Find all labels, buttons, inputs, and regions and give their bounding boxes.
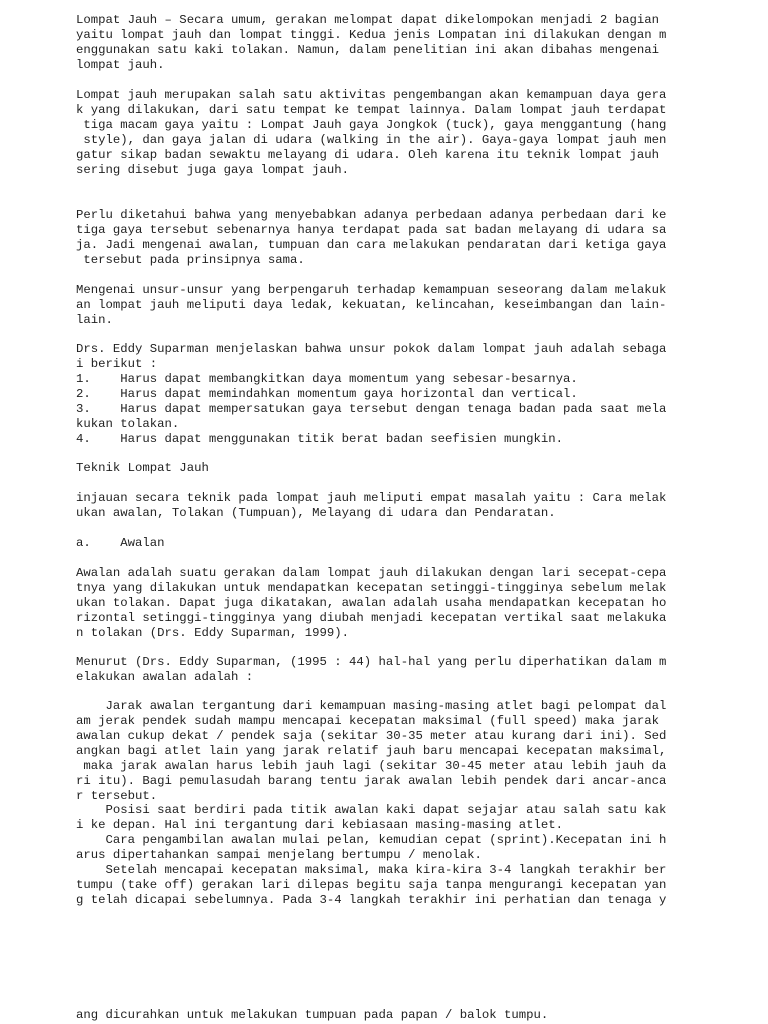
text-line: ja. Jadi mengenai awalan, tumpuan dan cara melakukan pendaratan dari ketiga gaya — [76, 238, 667, 252]
text-line: Drs. Eddy Suparman menjelaskan bahwa unsur pokok dalam lompat jauh adalah sebaga — [76, 342, 667, 356]
text-line: Posisi saat berdiri pada titik awalan kaki dapat sejajar atau salah satu kak — [76, 803, 667, 817]
text-line: lain. — [76, 313, 113, 327]
text-line: am jerak pendek sudah mampu mencapai kecepatan maksimal (full speed) maka jarak — [76, 714, 659, 728]
text-line: elakukan awalan adalah : — [76, 670, 254, 684]
text-line: tumpu (take off) gerakan lari dilepas begitu saja tanpa mengurangi kecepatan yan — [76, 878, 667, 892]
text-line: angkan bagi atlet lain yang jarak relatif jauh baru mencapai kecepatan maksimal, — [76, 744, 667, 758]
text-line: style), dan gaya jalan di udara (walking in the air). Gaya-gaya lompat jauh men — [76, 133, 667, 147]
text-line: Mengenai unsur-unsur yang berpengaruh terhadap kemampuan seseorang dalam melakuk — [76, 283, 667, 297]
text-line: ukan awalan, Tolakan (Tumpuan), Melayang di udara dan Pendaratan. — [76, 506, 556, 520]
subsection-heading: a. Awalan — [76, 536, 165, 550]
text-line: lompat jauh. — [76, 58, 165, 72]
text-line: tersebut pada prinsipnya sama. — [76, 253, 305, 267]
text-line: maka jarak awalan harus lebih jauh lagi (sekitar 30-45 meter atau lebih jauh da — [76, 759, 667, 773]
text-line: r tersebut. — [76, 789, 158, 803]
text-line: i berikut : — [76, 357, 158, 371]
list-item: 4. Harus dapat menggunakan titik berat badan seefisien mungkin. — [76, 432, 564, 446]
text-line: Lompat jauh merupakan salah satu aktivitas pengembangan akan kemampuan daya gera — [76, 88, 667, 102]
text-line: tnya yang dilakukan untuk mendapatkan kecepatan setinggi-tingginya sebelum melak — [76, 581, 667, 595]
text-line: Cara pengambilan awalan mulai pelan, kemudian cepat (sprint).Kecepatan ini h — [76, 833, 667, 847]
text-line: arus dipertahankan sampai menjelang bertumpu / menolak. — [76, 848, 482, 862]
text-line: Jarak awalan tergantung dari kemampuan masing-masing atlet bagi pelompat dal — [76, 699, 667, 713]
text-line: rizontal setinggi-tingginya yang diubah menjadi kecepatan vertikal saat melakuka — [76, 611, 667, 625]
text-line: n tolakan (Drs. Eddy Suparman, 1999). — [76, 626, 350, 640]
text-line: Lompat Jauh – Secara umum, gerakan melompat dapat dikelompokan menjadi 2 bagian — [76, 13, 659, 27]
list-item: 3. Harus dapat mempersatukan gaya tersebut dengan tenaga badan pada saat mela — [76, 402, 667, 416]
text-line: kukan tolakan. — [76, 417, 180, 431]
text-line: tiga gaya tersebut sebenarnya hanya terdapat pada sat badan melayang di udara sa — [76, 223, 667, 237]
text-line: yaitu lompat jauh dan lompat tinggi. Kedua jenis Lompatan ini dilakukan dengan m — [76, 28, 667, 42]
text-line: gatur sikap badan sewaktu melayang di udara. Oleh karena itu teknik lompat jauh — [76, 148, 659, 162]
text-line: an lompat jauh meliputi daya ledak, kekuatan, kelincahan, keseimbangan dan lain- — [76, 298, 667, 312]
text-line: sering disebut juga gaya lompat jauh. — [76, 163, 350, 177]
text-line: g telah dicapai sebelumnya. Pada 3-4 langkah terakhir ini perhatian dan tenaga y — [76, 893, 667, 907]
text-line: ri itu). Bagi pemulasudah barang tentu jarak awalan lebih pendek dari ancar-anca — [76, 774, 667, 788]
list-item: 1. Harus dapat membangkitkan daya momentum yang sebesar-besarnya. — [76, 372, 578, 386]
text-line: awalan cukup dekat / pendek saja (sekitar 30-35 meter atau kurang dari ini). Sed — [76, 729, 667, 743]
text-line: Setelah mencapai kecepatan maksimal, maka kira-kira 3-4 langkah terakhir ber — [76, 863, 667, 877]
section-heading: Teknik Lompat Jauh — [76, 461, 209, 475]
list-item: 2. Harus dapat memindahkan momentum gaya horizontal dan vertical. — [76, 387, 578, 401]
text-line: enggunakan satu kaki tolakan. Namun, dalam penelitian ini akan dibahas mengenai — [76, 43, 659, 57]
text-line: Perlu diketahui bahwa yang menyebabkan adanya perbedaan adanya perbedaan dari ke — [76, 208, 667, 222]
text-line: Menurut (Drs. Eddy Suparman, (1995 : 44) hal-hal yang perlu diperhatikan dalam m — [76, 655, 667, 669]
text-line: i ke depan. Hal ini tergantung dari kebiasaan masing-masing atlet. — [76, 818, 564, 832]
text-line: Awalan adalah suatu gerakan dalam lompat jauh dilakukan dengan lari secepat-cepa — [76, 566, 667, 580]
text-line: k yang dilakukan, dari satu tempat ke tempat lainnya. Dalam lompat jauh terdapat — [76, 103, 667, 117]
text-line: injauan secara teknik pada lompat jauh meliputi empat masalah yaitu : Cara melak — [76, 491, 667, 505]
text-line: tiga macam gaya yaitu : Lompat Jauh gaya Jongkok (tuck), gaya menggantung (hang — [76, 118, 667, 132]
text-line: ang dicurahkan untuk melakukan tumpuan pada papan / balok tumpu. — [76, 1008, 549, 1022]
text-line: ukan tolakan. Dapat juga dikatakan, awalan adalah usaha mendapatkan kecepatan ho — [76, 596, 667, 610]
